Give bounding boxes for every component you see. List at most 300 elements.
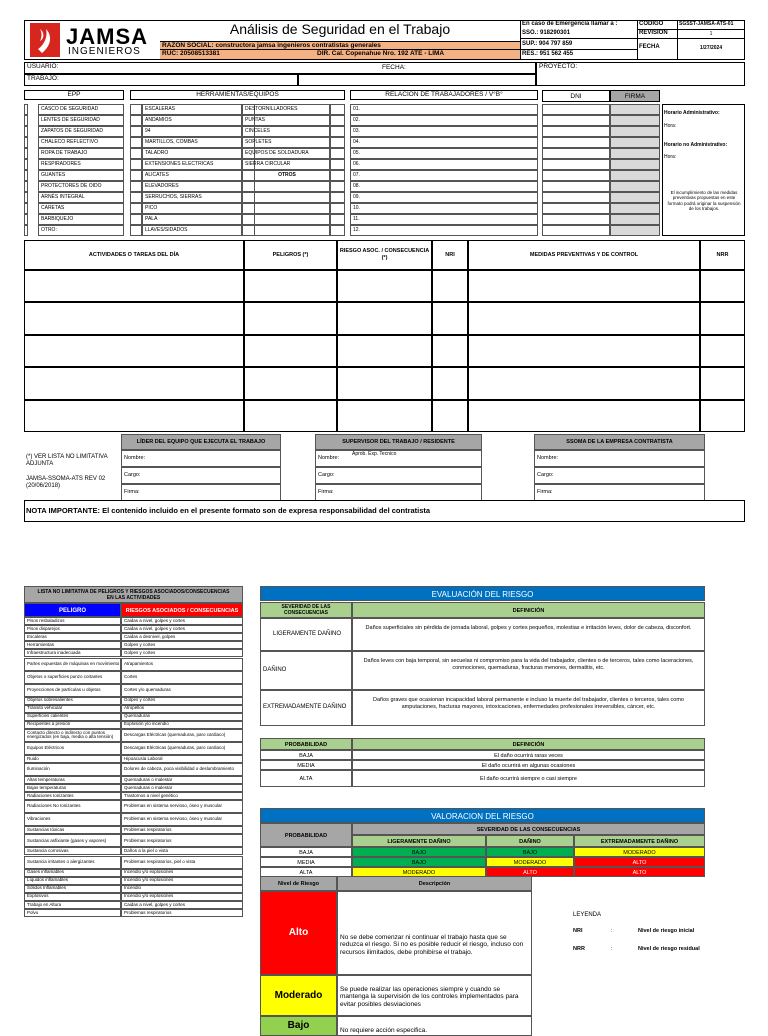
valoracion-cell: MODERADO: [574, 847, 705, 857]
hazard-riesgo: Quemaduras: [121, 713, 243, 721]
hazard-riesgo: Quemaduras o malestar: [121, 784, 243, 792]
worker-row[interactable]: 07.: [350, 170, 538, 181]
epp-item: CARETAS: [38, 203, 124, 214]
epp-header: EPP: [24, 90, 124, 100]
epp-item: PROTECTORES DE OIDO: [38, 181, 124, 192]
activity-col-header: RIESGO ASOC. / CONSECUENCIA (*): [337, 240, 432, 270]
ver-lista-note: (*) VER LISTA NO LIMITATIVA ADJUNTA: [26, 454, 108, 467]
tool-item: LLAVES/SIDADOS: [142, 225, 242, 236]
hazard-riesgo: Incendio y/o explosiones: [121, 869, 243, 877]
hazard-peligro: Objetos o superficies punzo cortantes: [24, 671, 121, 684]
hazard-peligro: Sustancias asfixiante (gases y vapores): [24, 834, 121, 847]
relacion-header: RELACIÓN DE TRABAJADORES / V°B°: [350, 90, 538, 100]
hazard-riesgo: Cortes y/o quemaduras: [121, 684, 243, 697]
valoracion-cell: ALTO: [574, 857, 705, 867]
epp-check[interactable]: [24, 115, 28, 126]
activity-col-header: NRR: [700, 240, 745, 270]
signature-header: SSOMA DE LA EMPRESA CONTRATISTA: [534, 434, 705, 450]
activity-col-header: NRI: [432, 240, 468, 270]
valoracion-cell: MODERADO: [352, 867, 486, 877]
probability-definition: El daño ocurrirá en algunas ocasiones: [352, 760, 705, 770]
hazard-riesgo: Atropellos: [121, 705, 243, 713]
hazard-riesgo: Trastornos a nivel genético: [121, 792, 243, 800]
res-phone: RES.: 951 562 455: [522, 51, 574, 57]
activity-cell[interactable]: [24, 270, 244, 302]
firma-cell[interactable]: [610, 159, 660, 170]
activity-cell[interactable]: [432, 400, 468, 432]
logo-name: JAMSA: [66, 24, 149, 49]
tool-item: ELEVADORES: [142, 181, 242, 192]
activity-cell[interactable]: [700, 367, 745, 399]
hazard-peligro: Iluminación: [24, 763, 121, 776]
severity-label: DAÑINO: [260, 651, 352, 690]
codigo-value: SGSST-JAMSA-ATS-01: [679, 21, 734, 27]
hazard-riesgo: Hipoacusia Laboral: [121, 755, 243, 763]
nivel-header: Nivel de Riesgo: [260, 876, 337, 891]
tool-item: MARTILLOS, COMBAS: [142, 137, 242, 148]
epp-check[interactable]: [24, 159, 28, 170]
herr1-check[interactable]: [130, 203, 142, 214]
epp-check[interactable]: [24, 225, 28, 236]
signature-header: LÍDER DEL EQUIPO QUE EJECUTA EL TRABAJO: [121, 434, 281, 450]
epp-item: OTRO:: [38, 225, 124, 236]
hazard-riesgo: Explosión y/o incendio: [121, 721, 243, 729]
worker-row[interactable]: 05.: [350, 148, 538, 159]
hazard-riesgo: Caidas a nivel, golpes y cortes: [121, 625, 243, 633]
signature-field[interactable]: Nombre:: [315, 450, 482, 467]
logo-subtitle: INGENIEROS: [68, 46, 141, 57]
hazard-peligro: Partes expuestas de máquinas en movimiento: [24, 658, 121, 671]
nivel-label: Moderado: [260, 975, 337, 1016]
activity-cell[interactable]: [244, 400, 337, 432]
hazard-peligro: Explosivos: [24, 893, 121, 901]
leyenda-nri: NRI: [573, 928, 583, 934]
hazard-peligro: Altas temperaturas: [24, 776, 121, 784]
firma-cell[interactable]: [610, 115, 660, 126]
activity-cell[interactable]: [244, 335, 337, 367]
activity-cell[interactable]: [24, 302, 244, 334]
hazard-peligro: Vibraciones: [24, 813, 121, 826]
herr2-check-box[interactable]: [330, 192, 345, 203]
usuario-label: USUARIO:: [27, 63, 59, 70]
activity-cell[interactable]: [337, 302, 432, 334]
dni-cell[interactable]: [542, 137, 610, 148]
epp-check[interactable]: [24, 170, 28, 181]
hazard-peligro: Trabajo en Altura: [24, 901, 121, 909]
fecha-value: 1/27/2024: [699, 45, 723, 51]
sso-phone: SSO.: 918290301: [522, 30, 571, 36]
hazard-riesgo: Atrapamientos: [121, 658, 243, 671]
tool-item: EXTENSIONES ELECTRICAS: [142, 159, 242, 170]
valoracion-prob: PROBABILIDAD: [260, 823, 352, 847]
hazard-riesgo: Problemas respiratorios: [121, 834, 243, 847]
nivel-label: Bajo: [260, 1016, 337, 1036]
firma-cell[interactable]: [610, 214, 660, 225]
hazard-riesgo: Descargas Eléctricas (quemaduras, paro cardiaco): [121, 729, 243, 742]
leyenda-title: LEYENDA: [573, 912, 602, 918]
valoracion-cell: ALTO: [574, 867, 705, 877]
herr2-check-box[interactable]: [330, 115, 345, 126]
activity-cell[interactable]: [468, 270, 700, 302]
epp-check[interactable]: [24, 214, 28, 225]
herr1-check[interactable]: [130, 115, 142, 126]
hazard-peligro: Radiaciones Ionizantes: [24, 792, 121, 800]
hazard-riesgo: Cortes: [121, 671, 243, 684]
prob-header: PROBABILIDAD: [260, 738, 352, 750]
tool-item: SERRUCHOS, SIERRAS: [142, 192, 242, 203]
valoracion-cell: ALTO: [486, 867, 574, 877]
tool-item-2: [242, 214, 330, 225]
leyenda-nrr-sep: :: [611, 946, 613, 952]
valoracion-title: VALORACION DEL RIESGO: [260, 808, 705, 823]
probability-label: BAJA: [260, 750, 352, 760]
activity-cell[interactable]: [468, 302, 700, 334]
hazard-peligro: Superficies calientes: [24, 713, 121, 721]
epp-check[interactable]: [24, 192, 28, 203]
hazard-peligro: Pisos resbaladizos: [24, 617, 121, 625]
activity-cell[interactable]: [432, 335, 468, 367]
razon-social: RAZON SOCIAL: constructora jamsa ingenieros contratistas generales: [160, 41, 520, 49]
hazard-riesgo: Incendio: [121, 885, 243, 893]
hazard-riesgo: Quemaduras o malestar: [121, 776, 243, 784]
valoracion-col: DAÑINO: [486, 835, 574, 847]
hazard-riesgo: Golpes y cortes: [121, 641, 243, 649]
company-logo: [26, 22, 158, 58]
horario-admin: Horario Administrativo:: [664, 110, 720, 116]
herr2-check-box[interactable]: [330, 159, 345, 170]
hazard-riesgo: Caidas a nivel, golpes y cortes: [121, 901, 243, 909]
hazard-riesgo: Caidas a nivel, golpes y cortes: [121, 617, 243, 625]
worker-row[interactable]: 10.: [350, 203, 538, 214]
activity-cell[interactable]: [700, 302, 745, 334]
hazard-peligro: Recipientes a presión: [24, 721, 121, 729]
direccion: DIR. Cal. Copenahue Nro. 192 ATE - LIMA: [315, 49, 520, 59]
proyecto-field[interactable]: [536, 62, 745, 86]
activity-cell[interactable]: [337, 335, 432, 367]
nivel-description: No se debe comenzar ni continuar el trabajo hasta que se reduzca el riesgo. Si no es posible reducir el riesgo, incluso con recursos ilimitados, debe prohibirse el trabajo.: [337, 891, 532, 975]
dni-cell[interactable]: [542, 104, 610, 115]
herr1-check[interactable]: [130, 148, 142, 159]
herr1-check[interactable]: [130, 214, 142, 225]
trabajo-field-2[interactable]: [298, 74, 536, 86]
activity-cell[interactable]: [337, 400, 432, 432]
dni-cell[interactable]: [542, 115, 610, 126]
usuario-field[interactable]: [24, 62, 536, 74]
nota-text: NOTA IMPORTANTE: El contenido incluido en el presente formato son de expresa responsabilidad del contratista: [26, 506, 431, 515]
herr2-check-box[interactable]: [330, 214, 345, 225]
activity-cell[interactable]: [244, 270, 337, 302]
horario-no-admin: Horario no Administrativo:: [664, 142, 728, 148]
hazard-riesgo: Problemas en sistema nervioso, óseo y muscular: [121, 813, 243, 826]
hazard-col-peligro: PELIGRO: [24, 603, 121, 617]
form-reference: JAMSA-SSOMA-ATS REV 02 (20/06/2018): [26, 476, 106, 489]
hazard-riesgo: Caidas a desnivel, golpes: [121, 633, 243, 641]
activity-cell[interactable]: [24, 335, 244, 367]
herr1-check[interactable]: [130, 192, 142, 203]
tool-item-2: [242, 203, 330, 214]
herr1-check[interactable]: [130, 126, 142, 137]
herr2-check-box[interactable]: [330, 104, 345, 115]
herr1-check[interactable]: [130, 137, 142, 148]
dni-cell[interactable]: [542, 214, 610, 225]
revision-label: REVISION: [639, 30, 668, 36]
dni-cell[interactable]: [542, 181, 610, 192]
epp-check[interactable]: [24, 137, 28, 148]
hazard-peligro: Proyecciones de partículas u objetos: [24, 684, 121, 697]
epp-check[interactable]: [24, 126, 28, 137]
activity-cell[interactable]: [468, 335, 700, 367]
tool-item: PICO: [142, 203, 242, 214]
codigo-label: CODIGO: [639, 21, 664, 27]
firma-cell[interactable]: [610, 225, 660, 236]
sev-header: SEVERIDAD DE LAS CONSECUENCIAS: [260, 602, 352, 618]
epp-item: ROPA DE TRABAJO: [38, 148, 124, 159]
severity-definition: Daños superficiales sin pérdida de jornada laboral, golpes y cortes pequeños, molestias e irritación leves, dolor de cabeza, disconfort.: [352, 618, 705, 651]
firma-cell[interactable]: [610, 203, 660, 214]
valoracion-sev: SEVERIDAD DE LAS CONSECUENCIAS: [352, 823, 705, 835]
activity-cell[interactable]: [24, 400, 244, 432]
horario-hora-1: Hora:: [664, 123, 677, 129]
dni-cell[interactable]: [542, 192, 610, 203]
nivel-description: No requiere acción especifica.: [337, 1016, 532, 1036]
tool-item: ALICATES: [142, 170, 242, 181]
worker-row[interactable]: 11.: [350, 214, 538, 225]
signature-field[interactable]: Nombre:: [534, 450, 705, 467]
firma-cell[interactable]: [610, 126, 660, 137]
epp-item: ZAPATOS DE SEGURIDAD: [38, 126, 124, 137]
signature-field[interactable]: Firma:: [315, 484, 482, 501]
epp-check[interactable]: [24, 181, 28, 192]
worker-row[interactable]: 03.: [350, 126, 538, 137]
dni-cell[interactable]: [542, 159, 610, 170]
emergencia-label: En caso de Emergencia llamar a :: [522, 21, 618, 27]
herr2-check-box[interactable]: [330, 137, 345, 148]
tool-item-2: [242, 181, 330, 192]
hazard-riesgo: Problemas respiratorios, piel o vista: [121, 856, 243, 869]
firma-cell[interactable]: [610, 137, 660, 148]
hazard-peligro: Polvo: [24, 909, 121, 917]
activity-cell[interactable]: [432, 302, 468, 334]
activity-cell[interactable]: [468, 367, 700, 399]
tool-item: PALA: [142, 214, 242, 225]
epp-item: GUANTES: [38, 170, 124, 181]
signature-header: SUPERVISOR DEL TRABAJO / RESIDENTE: [315, 434, 482, 450]
firma-cell[interactable]: [610, 192, 660, 203]
valoracion-cell: BAJO: [486, 847, 574, 857]
horario-hora-2: Hora:: [664, 154, 677, 160]
hazard-peligro: Sustancia corrosivas: [24, 847, 121, 855]
severity-label: LIGERAMENTE DAÑINO: [260, 618, 352, 651]
activity-cell[interactable]: [24, 367, 244, 399]
herramientas-header: HERRAMIENTAS/EQUIPOS: [130, 90, 345, 100]
probability-definition: El daño ocurrirá raras veces: [352, 750, 705, 760]
worker-row[interactable]: 02.: [350, 115, 538, 126]
leyenda-nrr: NRR: [573, 946, 585, 952]
valoracion-row-label: ALTA: [260, 867, 352, 877]
signature-field[interactable]: Cargo:: [315, 467, 482, 484]
fecha-field-label: FECHA:: [382, 64, 406, 71]
hazard-riesgo: Dolores de cabeza, poca visibilidad o deslumbramiento: [121, 763, 243, 776]
signature-field[interactable]: Firma:: [534, 484, 705, 501]
activity-col-header: PELIGROS (*): [244, 240, 337, 270]
dni-header: DNI: [542, 90, 610, 102]
activity-cell[interactable]: [468, 400, 700, 432]
activity-cell[interactable]: [432, 270, 468, 302]
hazard-peligro: Sólidos Inflamables: [24, 885, 121, 893]
hazard-riesgo: Incendio y/o explosiones: [121, 877, 243, 885]
activity-cell[interactable]: [244, 302, 337, 334]
signature-field[interactable]: Cargo:: [534, 467, 705, 484]
firma-cell[interactable]: [610, 104, 660, 115]
severity-definition: Daños leves con baja temporal, sin secuelas ni compromiso para la vida del trabajador, clientes o de terceros, tales como laceraciones, conmociones, quemaduras, fracturas menores, dermatitis, etc.: [352, 651, 705, 690]
valoracion-row-label: BAJA: [260, 847, 352, 857]
herr1-check[interactable]: [130, 159, 142, 170]
hazard-peligro: Ruido: [24, 755, 121, 763]
evaluacion-title: EVALUACIÓN DEL RIESGO: [260, 586, 705, 601]
herr2-check-box[interactable]: [330, 181, 345, 192]
hazard-col-riesgo: RIESGOS ASOCIADOS / CONSECUENCIAS: [121, 603, 243, 617]
worker-row[interactable]: 01.: [350, 104, 538, 115]
activity-cell[interactable]: [700, 335, 745, 367]
hazard-peligro: Bajas temperaturas: [24, 784, 121, 792]
hazard-list-title: LISTA NO LIMITATIVA DE PELIGROS Y RIESGOS ASOCIADOS/CONSECUENCIAS EN LAS ACTIVIDADES: [24, 586, 243, 603]
severity-definition: Daños graves que ocasionan incapacidad laboral permanente e incluso la muerte del trabajador, clientes o terceros, tales como amputaciones, fracturas mayores, intoxicaciones, enfermedades profesionales irreversibles, cáncer, etc.: [352, 690, 705, 726]
leyenda-nri-sep: :: [611, 928, 613, 934]
worker-row[interactable]: 09.: [350, 192, 538, 203]
hazard-riesgo: Golpes y cortes: [121, 649, 243, 657]
activity-cell[interactable]: [337, 367, 432, 399]
herr2-check-box[interactable]: [330, 170, 345, 181]
herr2-check-box[interactable]: [330, 126, 345, 137]
valoracion-cell: BAJO: [352, 857, 486, 867]
probability-label: ALTA: [260, 770, 352, 787]
epp-item: RESPIRADORES: [38, 159, 124, 170]
herr1-check[interactable]: [130, 170, 142, 181]
hazard-peligro: Tránsito vehicular: [24, 705, 121, 713]
epp-item: CASCO DE SEGURIDAD: [38, 104, 124, 115]
dni-cell[interactable]: [542, 126, 610, 137]
tool-item-2: [242, 225, 330, 236]
hazard-riesgo: Problemas respiratorios: [121, 826, 243, 834]
tool-item: 94: [142, 126, 242, 137]
hazard-riesgo: Problemas en sistema nervioso, óseo y muscular: [121, 800, 243, 813]
signature-field[interactable]: Cargo:: [121, 467, 281, 484]
nivel-desc-header: Descripción: [337, 876, 532, 891]
dni-cell[interactable]: [542, 225, 610, 236]
fecha-label: FECHA: [639, 44, 660, 50]
tool-item-2: [242, 192, 330, 203]
firma-cell[interactable]: [610, 170, 660, 181]
firma-cell[interactable]: [610, 181, 660, 192]
tool-item: ESCALERAS: [142, 104, 242, 115]
hazard-peligro: Herramientas: [24, 641, 121, 649]
hazard-riesgo: Incendio y/o explosiones: [121, 893, 243, 901]
aprob-note: Aprob. Exp. Tecnico: [352, 451, 397, 457]
activity-cell[interactable]: [244, 367, 337, 399]
firma-header: FIRMA: [610, 90, 660, 102]
form-title: Análisis de Seguridad en el Trabajo: [229, 21, 451, 37]
worker-row[interactable]: 04.: [350, 137, 538, 148]
epp-item: LENTES DE SEGURIDAD: [38, 115, 124, 126]
tool-item-2: CINCELES: [242, 126, 330, 137]
hazard-peligro: Objetos sobresalientes: [24, 697, 121, 705]
hazard-peligro: Sustancias tóxicas: [24, 826, 121, 834]
dni-cell[interactable]: [542, 170, 610, 181]
valoracion-row-label: MEDIA: [260, 857, 352, 867]
nivel-label: Alto: [260, 891, 337, 975]
signature-field[interactable]: Nombre:: [121, 450, 281, 467]
prob-def-header: DEFINICIÓN: [352, 738, 705, 750]
tool-item-2: SIERRA CIRCULAR: [242, 159, 330, 170]
activity-cell[interactable]: [337, 270, 432, 302]
tool-item: TALADRO: [142, 148, 242, 159]
epp-item: CHALECO REFLECTIVO: [38, 137, 124, 148]
worker-row[interactable]: 08.: [350, 181, 538, 192]
ruc: RUC: 20508513381: [160, 49, 315, 59]
tool-item-2: SOPLETES: [242, 137, 330, 148]
hazard-peligro: Sustancia irritantes o alergizantes: [24, 856, 121, 869]
dni-cell[interactable]: [542, 203, 610, 214]
signature-field[interactable]: Firma:: [121, 484, 281, 501]
jamsa-logo-icon: [30, 23, 60, 57]
epp-item: ARNÉS INTEGRAL: [38, 192, 124, 203]
hazard-riesgo: Descargas Eléctricas (quemaduras, paro cardiaco): [121, 742, 243, 755]
horario-aviso: El incumplimiento de las medidas preventivas propuestas en este formato podrá originar la suspensión de los trabajos.: [667, 190, 741, 212]
valoracion-cell: MODERADO: [486, 857, 574, 867]
hazard-peligro: Contacto directo o indirecto con puntos energizados (en baja, media o alta tensión): [24, 729, 121, 742]
epp-check[interactable]: [24, 148, 28, 159]
proyecto-label: PROYECTO:: [539, 63, 578, 70]
valoracion-cell: BAJO: [352, 847, 486, 857]
trabajo-field[interactable]: [24, 74, 298, 86]
herr1-check[interactable]: [130, 181, 142, 192]
hazard-riesgo: Problemas respiratorios: [121, 909, 243, 917]
hazard-peligro: Radiaciones No Ionizantes: [24, 800, 121, 813]
activity-cell[interactable]: [432, 367, 468, 399]
sup-phone: SUP.: 904 797 859: [522, 41, 573, 47]
nivel-description: Se puede realizar las operaciones siempre y cuando se mantenga la supervisión de los controles implementados para evitar posibles desviaciones: [337, 975, 532, 1016]
hazard-riesgo: Daños a la piel o vista: [121, 847, 243, 855]
activity-col-header: MEDIDAS PREVENTIVAS Y DE CONTROL: [468, 240, 700, 270]
herr2-check-box[interactable]: [330, 148, 345, 159]
tool-item: ANDAMIOS: [142, 115, 242, 126]
tool-item-2: OTROS: [242, 170, 330, 181]
hazard-peligro: Gases inflamables: [24, 869, 121, 877]
herr1-check[interactable]: [130, 104, 142, 115]
herr2-check-box[interactable]: [330, 225, 345, 236]
herr2-check-box[interactable]: [330, 203, 345, 214]
activity-cell[interactable]: [700, 270, 745, 302]
leyenda-nri-desc: Nivel de riesgo inicial: [638, 928, 695, 934]
hazard-peligro: Líquidos inflamables: [24, 877, 121, 885]
epp-check[interactable]: [24, 203, 28, 214]
activity-cell[interactable]: [700, 400, 745, 432]
worker-row[interactable]: 06.: [350, 159, 538, 170]
herr1-check[interactable]: [130, 225, 142, 236]
hazard-peligro: Infraestructura inadecuada: [24, 649, 121, 657]
leyenda-nrr-desc: Nivel de riesgo residual: [638, 946, 700, 952]
epp-check[interactable]: [24, 104, 28, 115]
firma-cell[interactable]: [610, 148, 660, 159]
worker-row[interactable]: 12.: [350, 225, 538, 236]
hazard-peligro: Escaleras: [24, 633, 121, 641]
hazard-peligro: Equipos Eléctricos: [24, 742, 121, 755]
dni-cell[interactable]: [542, 148, 610, 159]
probability-label: MEDIA: [260, 760, 352, 770]
hazard-peligro: Pisos disparejos: [24, 625, 121, 633]
def-header: DEFINICIÓN: [352, 602, 705, 618]
valoracion-col: LIGERAMENTE DAÑINO: [352, 835, 486, 847]
